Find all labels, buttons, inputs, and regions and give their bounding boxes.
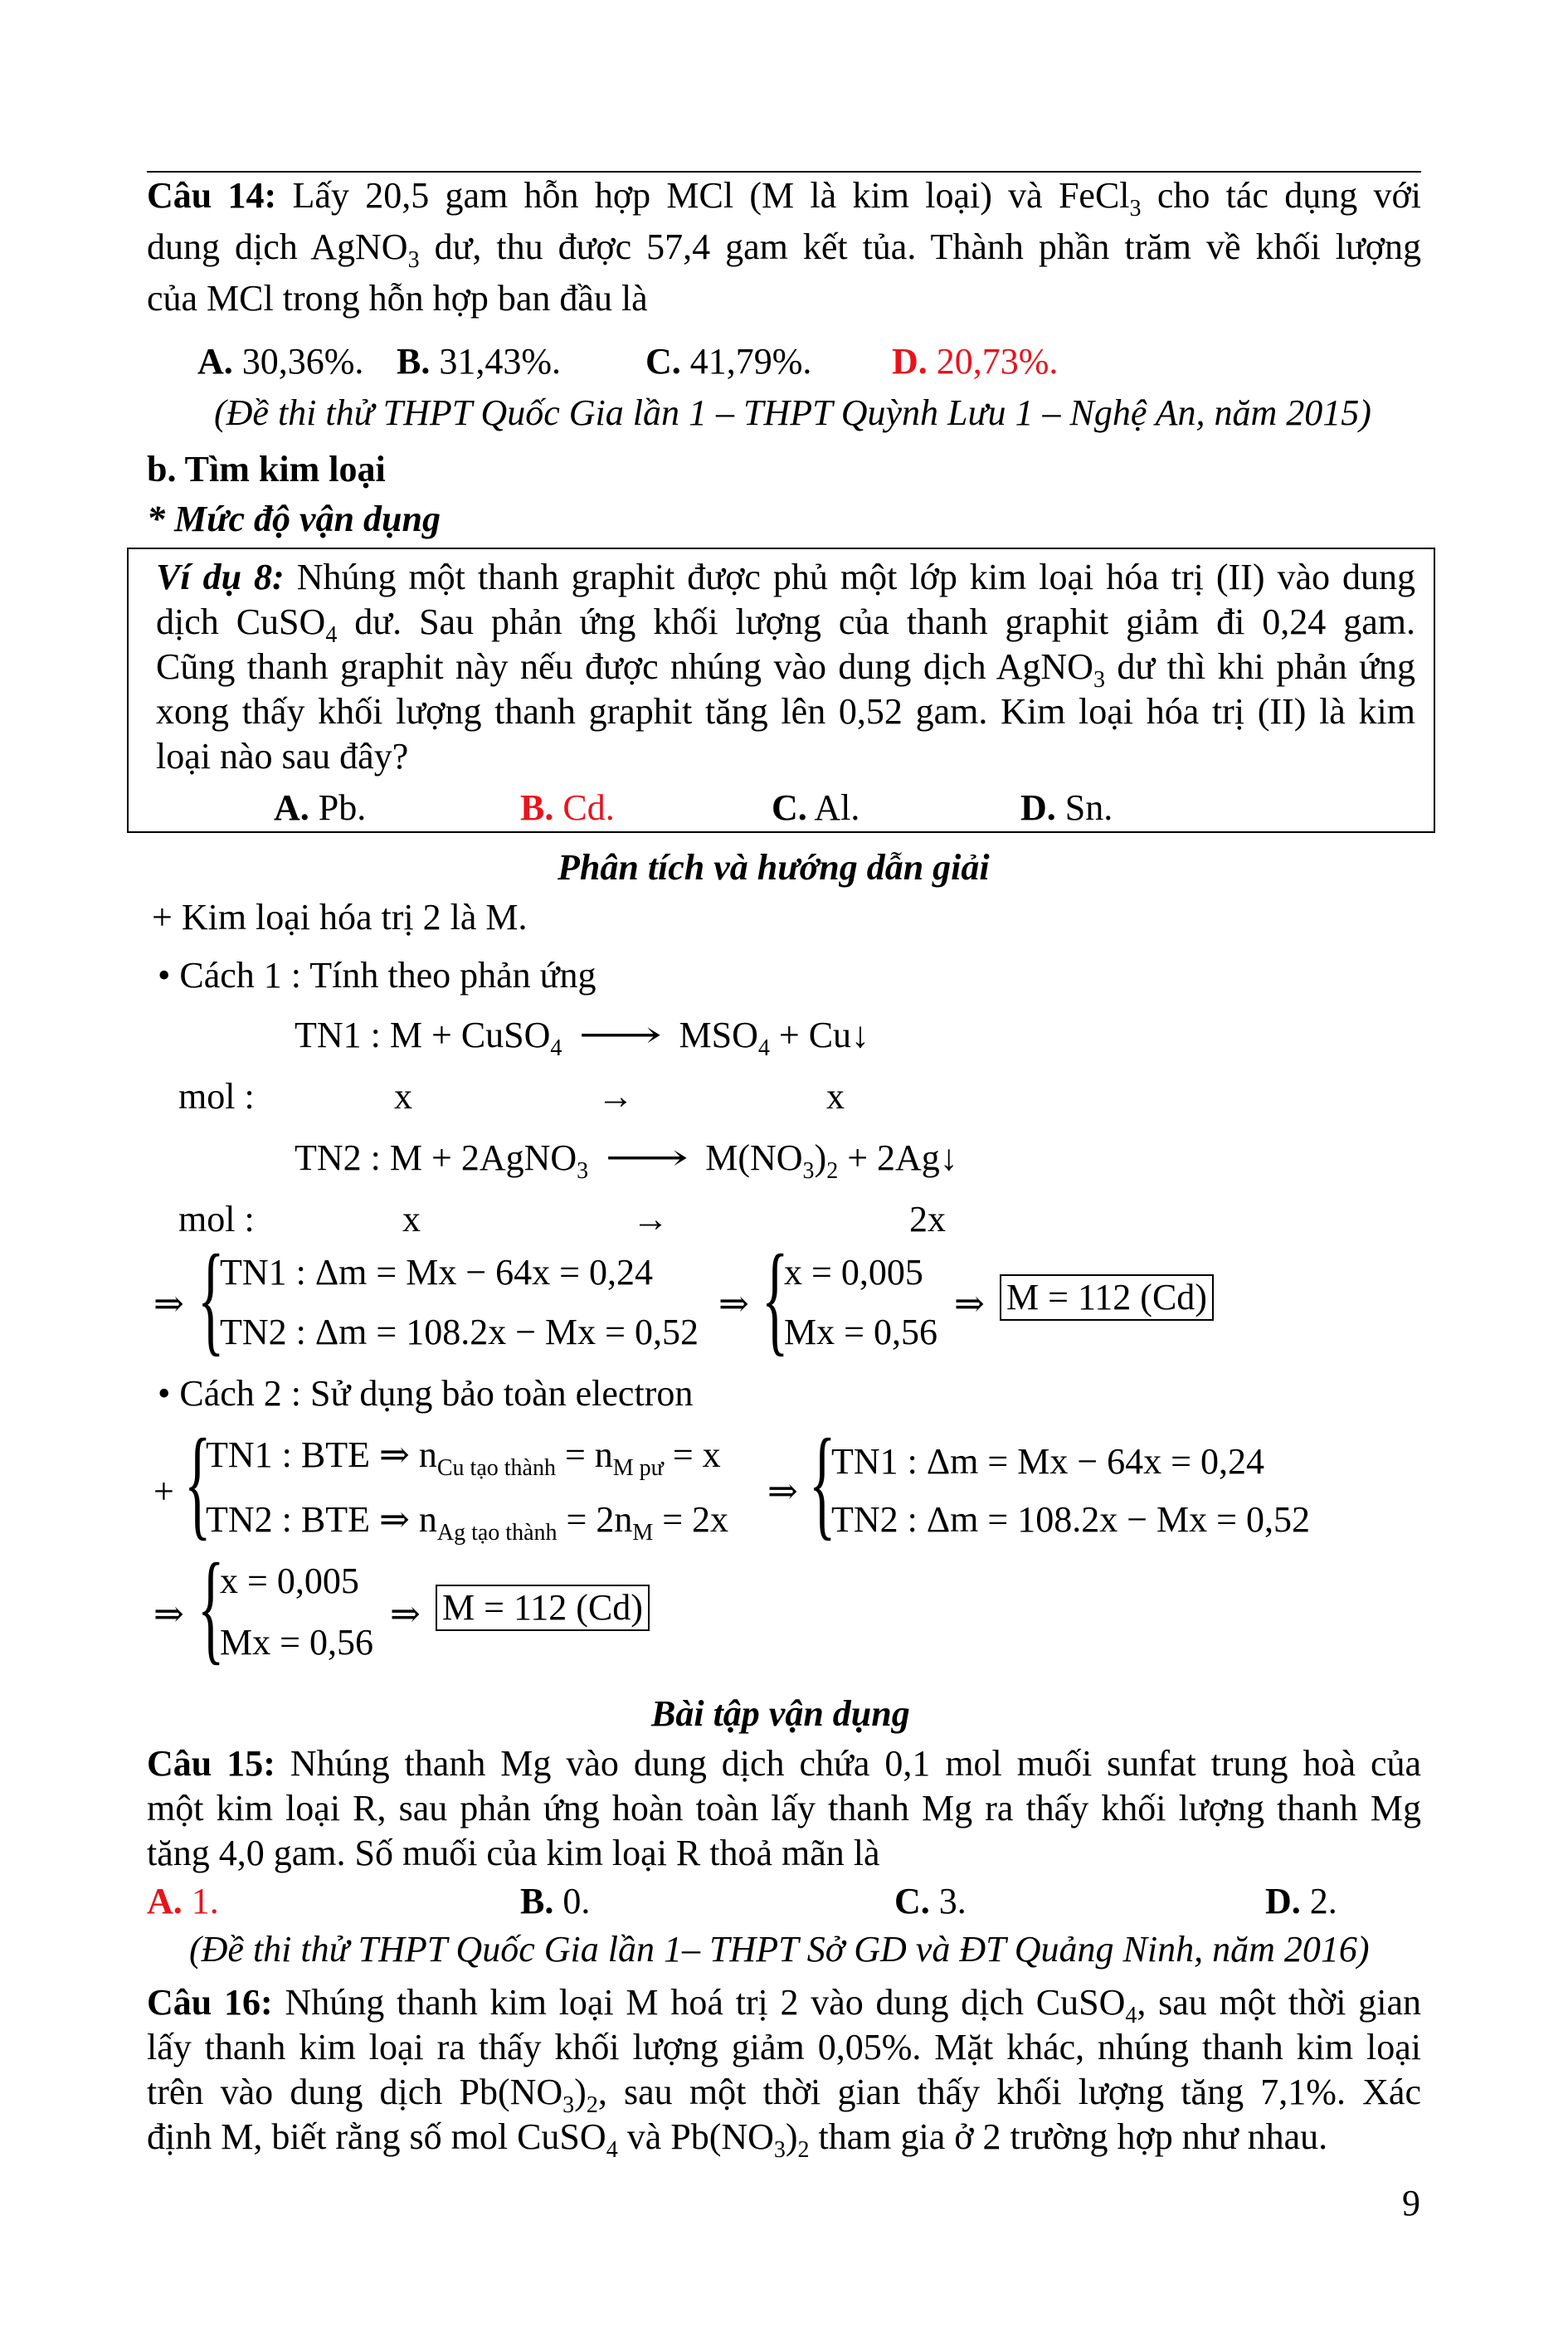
q15-option-a-answer: A. 1. (147, 1881, 219, 1921)
q16-line-1: Câu 16: Nhúng thanh kim loại M hoá trị 2 vào dung dịch CuSO$_4$, sau một thời gian (147, 1982, 1422, 2028)
top-rule (147, 171, 1421, 173)
tn2-mol-label: mol : (178, 1199, 255, 1239)
implies-3: ⇒ (954, 1283, 985, 1324)
ex8-line-3: Cũng thanh graphit này nếu được nhúng vào dung dịch AgNO$_3$ dư thì khi phản ứng (156, 646, 1415, 693)
brace-4: { (809, 1414, 836, 1551)
ex8-option-c: C. Al. (772, 787, 860, 828)
q14-option-c: C. 41,79%. (645, 341, 812, 382)
page-number: 9 (1402, 2183, 1420, 2223)
section-b-heading: b. Tìm kim loại (147, 449, 386, 489)
q15-line-2: một kim loại R, sau phản ứng hoàn toàn lấy thanh Mg ra thấy khối lượng thanh Mg (147, 1788, 1421, 1829)
plus-sign: + (153, 1471, 174, 1512)
ex8-line-4: xong thấy khối lượng thanh graphit tăng lên 0,52 gam. Kim loại hóa trị (II) là kim (156, 691, 1415, 732)
tn2-equation: TN2 : M + 2AgNO$_3$ ⟶ $M(NO_3)_2$ + 2Ag↓ (295, 1137, 958, 1184)
q16-line-4: định M, biết rằng số mol CuSO$_4$ và $Pb(NO_3)_2$ tham gia ở 2 trường hợp như nhau. (147, 2116, 1328, 2163)
method-2-heading: • Cách 2 : Sử dụng bảo toàn electron (158, 1373, 694, 1414)
solution-intro: + Kim loại hóa trị 2 là M. (152, 897, 528, 937)
q16-line-2: lấy thanh kim loại ra thấy khối lượng giảm 0,05%. Mặt khác, nhúng thanh kim loại (147, 2027, 1421, 2067)
sys1-line-1: TN1 : Δm = Mx − 64x = 0,24 (220, 1252, 653, 1293)
result-box-2: M = 112 (Cd) (436, 1585, 650, 1631)
sys1-line-2: TN2 : Δm = 108.2x − Mx = 0,52 (220, 1312, 699, 1352)
tn1-equation: TN1 : M + CuSO$_4$ ⟶ $MSO_4$ + Cu↓ (295, 1015, 870, 1061)
q14-label: Câu 14: (147, 175, 277, 216)
sys2-line-2: Mx = 0,56 (784, 1312, 937, 1352)
ex8-label: Ví dụ 8: (156, 557, 285, 597)
brace-3: { (184, 1414, 212, 1551)
tn2-mol-arrow: → (632, 1199, 669, 1239)
q14-source: (Đề thi thử THPT Quốc Gia lần 1 – THPT Quỳnh Lưu 1 – Nghệ An, năm 2015) (214, 392, 1371, 433)
q14-line-3: của MCl trong hỗn hợp ban đầu là (147, 278, 648, 319)
ex8-line-5: loại nào sau đây? (156, 736, 409, 777)
brace-5: { (197, 1538, 225, 1676)
ex8-option-b-answer: B. Cd. (520, 787, 615, 828)
tn1-mol-arrow: → (597, 1076, 634, 1117)
bte-line-1: TN1 : BTE ⇒ $n_{Cu tạo thành} = n_{M pư} = x$ (206, 1434, 721, 1481)
tn1-mol-x2: x (826, 1076, 845, 1117)
method-1-heading: • Cách 1 : Tính theo phản ứng (158, 955, 597, 996)
brace-2: { (762, 1230, 789, 1367)
sys4-line-2: Mx = 0,56 (220, 1622, 373, 1663)
q14-option-b: B. 31,43%. (397, 341, 562, 382)
q14-option-a: A. 30,36%. (197, 341, 364, 382)
q14-line-2: dung dịch AgNO$_3$ dư, thu được 57,4 gam kết tủa. Thành phần trăm về khối lượng (147, 226, 1422, 273)
q15-source: (Đề thi thử THPT Quốc Gia lần 1– THPT Sở GD và ĐT Quảng Ninh, năm 2016) (189, 1929, 1370, 1970)
q15-option-c: C. 3. (894, 1881, 967, 1921)
implies-1: ⇒ (153, 1283, 184, 1324)
tn2-mol-x: x (402, 1199, 421, 1239)
ex8-option-a: A. Pb. (274, 787, 367, 828)
q14-line-1: Câu 14: Lấy 20,5 gam hỗn hợp MCl (M là kim loại) và FeCl$_3$ cho tác dụng với (147, 175, 1422, 222)
sys2-line-1: x = 0,005 (784, 1252, 923, 1293)
ex8-line-1: Ví dụ 8: Nhúng một thanh graphit được phủ một lớp kim loại hóa trị (II) vào dung (156, 557, 1415, 597)
q14-option-d-answer: D. 20,73%. (892, 341, 1059, 382)
tn1-mol-label: mol : (178, 1076, 255, 1117)
implies-4: ⇒ (767, 1471, 798, 1512)
bte-line-2: TN2 : BTE ⇒ $n_{Ag tạo thành} = 2n_M = 2x$ (206, 1499, 729, 1546)
brace-1: { (197, 1230, 225, 1367)
result-box-1: M = 112 (Cd) (1000, 1274, 1214, 1321)
sys4-line-1: x = 0,005 (220, 1561, 359, 1601)
sys3-line-2: TN2 : Δm = 108.2x − Mx = 0,52 (831, 1499, 1310, 1540)
ex8-line-2: dịch CuSO$_4$ dư. Sau phản ứng khối lượng của thanh graphit giảm đi 0,24 gam. (156, 601, 1415, 648)
ex8-option-d: D. Sn. (1020, 787, 1113, 828)
implies-6: ⇒ (390, 1594, 421, 1634)
q16-line-3: trên vào dung dịch $Pb(NO_3)_2$, sau một thời gian thấy khối lượng tăng 7,1%. Xác (147, 2072, 1421, 2118)
analysis-title: Phân tích và hướng dẫn giải (558, 847, 990, 888)
exercises-title: Bài tập vận dụng (651, 1693, 910, 1734)
level-heading: * Mức độ vận dụng (147, 499, 441, 539)
q15-option-b: B. 0. (520, 1881, 591, 1921)
implies-2: ⇒ (718, 1283, 749, 1324)
q15-line-3: tăng 4,0 gam. Số muối của kim loại R thoả mãn là (147, 1833, 880, 1873)
tn2-mol-2x: 2x (909, 1199, 946, 1239)
implies-5: ⇒ (153, 1594, 184, 1634)
sys3-line-1: TN1 : Δm = Mx − 64x = 0,24 (831, 1441, 1264, 1482)
q15-line-1: Câu 15: Nhúng thanh Mg vào dung dịch chứa 0,1 mol muối sunfat trung hoà của (147, 1743, 1422, 1784)
q15-option-d: D. 2. (1265, 1881, 1337, 1921)
tn1-mol-x: x (394, 1076, 412, 1117)
